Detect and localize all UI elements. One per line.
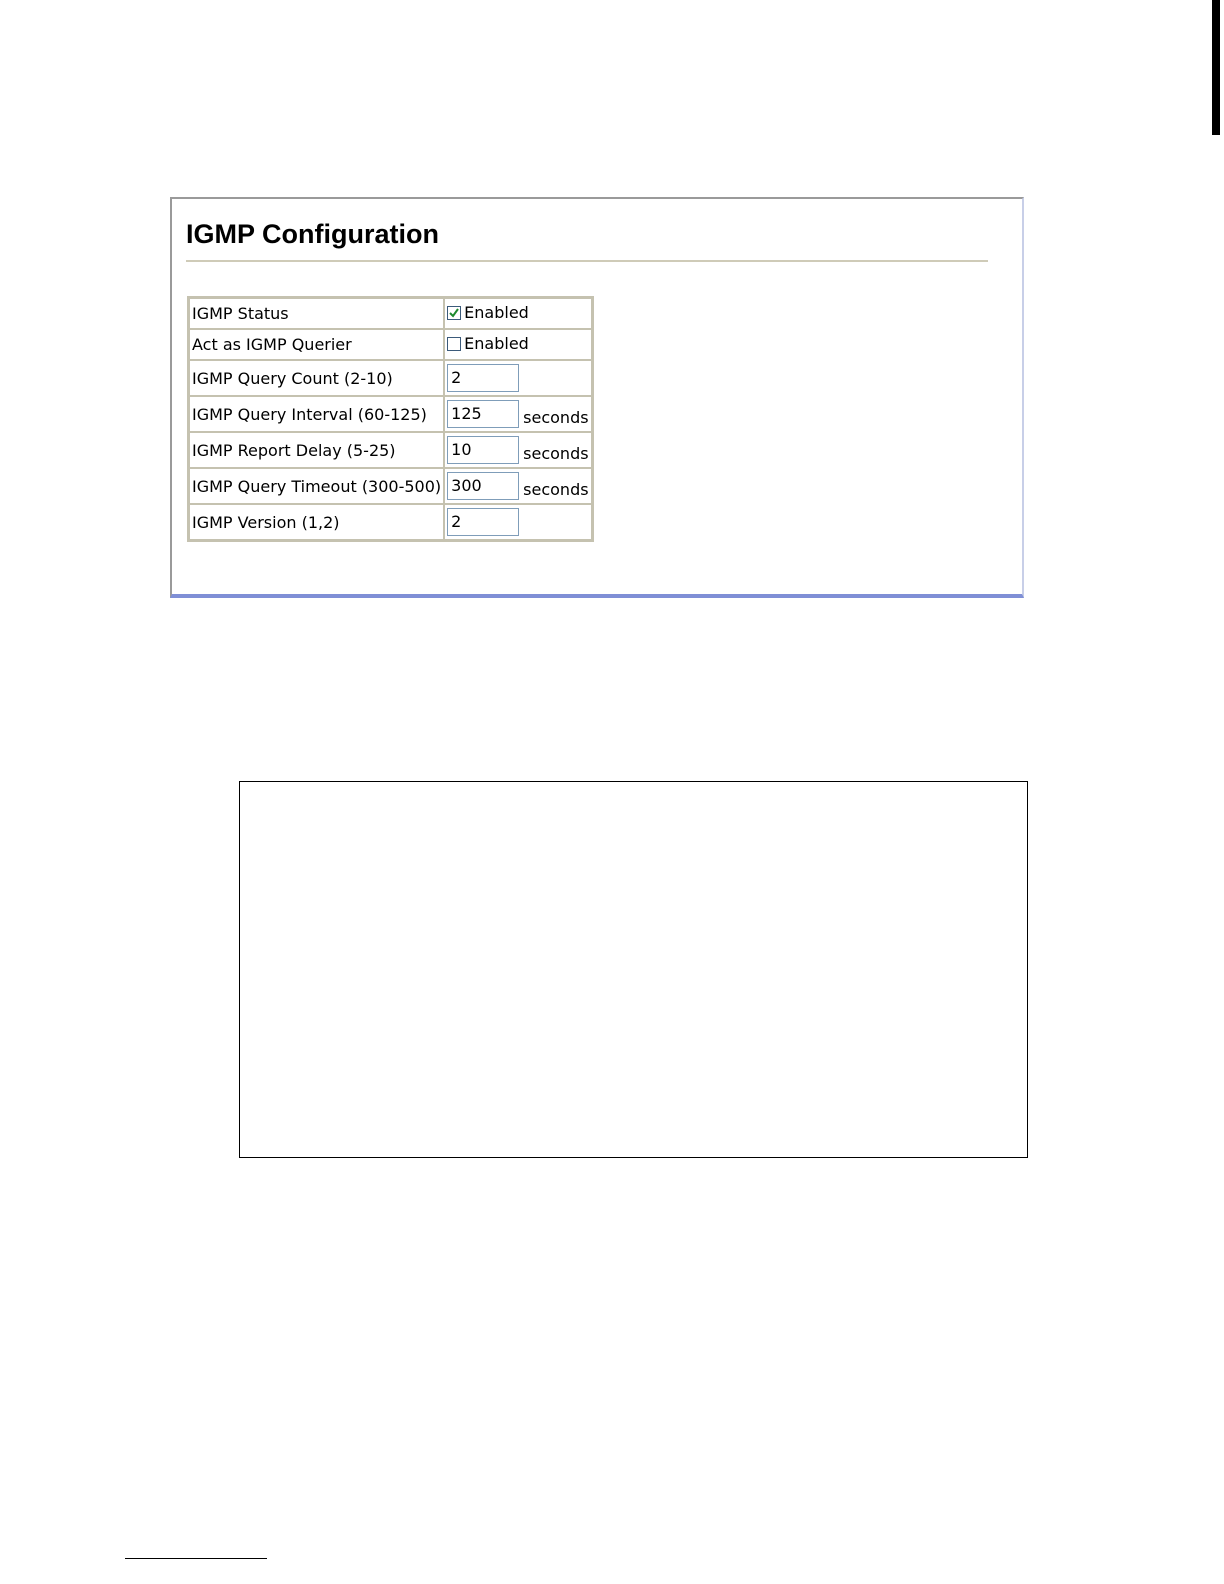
row-query-timeout [189,468,592,504]
blank-bordered-box [239,781,1028,1158]
igmp-status-checkbox-group[interactable] [447,303,529,322]
report-delay-input[interactable]: 10 [447,436,519,464]
query-interval-unit: seconds [523,407,589,427]
row-report-delay [189,432,592,468]
act-as-querier-cell [444,329,591,360]
act-as-querier-checkbox-label: Enabled [464,334,529,354]
igmp-version-label: IGMP Version (1,2) [189,504,444,540]
igmp-version-cell [444,504,591,540]
act-as-querier-label: Act as IGMP Querier [189,329,444,360]
act-as-querier-checkbox-group[interactable] [447,334,529,353]
page-edge-bar [1212,0,1220,135]
act-as-querier-checkbox[interactable] [447,337,461,351]
row-query-interval [189,396,592,432]
row-igmp-status [189,298,592,329]
igmp-status-cell [444,298,591,329]
row-act-as-querier [189,329,592,360]
query-count-label: IGMP Query Count (2-10) [189,360,444,396]
query-timeout-cell [444,468,591,504]
query-timeout-unit: seconds [523,479,589,499]
igmp-configuration-panel [170,197,1024,598]
footnote-separator [125,1558,267,1559]
row-igmp-version [189,504,592,540]
query-timeout-label: IGMP Query Timeout (300-500) [189,468,444,504]
report-delay-label: IGMP Report Delay (5-25) [189,432,444,468]
title-divider [186,260,988,262]
query-count-input[interactable]: 2 [447,364,519,392]
query-interval-input[interactable]: 125 [447,400,519,428]
query-timeout-input[interactable]: 300 [447,472,519,500]
igmp-version-input[interactable]: 2 [447,508,519,536]
report-delay-cell [444,432,591,468]
row-query-count [189,360,592,396]
page-title: IGMP Configuration [186,219,439,249]
checkmark-icon [449,308,459,318]
igmp-settings-table [187,296,594,542]
igmp-status-checkbox-label: Enabled [464,303,529,323]
query-count-cell [444,360,591,396]
igmp-status-label: IGMP Status [189,298,444,329]
igmp-status-checkbox[interactable] [447,306,461,320]
query-interval-cell [444,396,591,432]
report-delay-unit: seconds [523,443,589,463]
query-interval-label: IGMP Query Interval (60-125) [189,396,444,432]
